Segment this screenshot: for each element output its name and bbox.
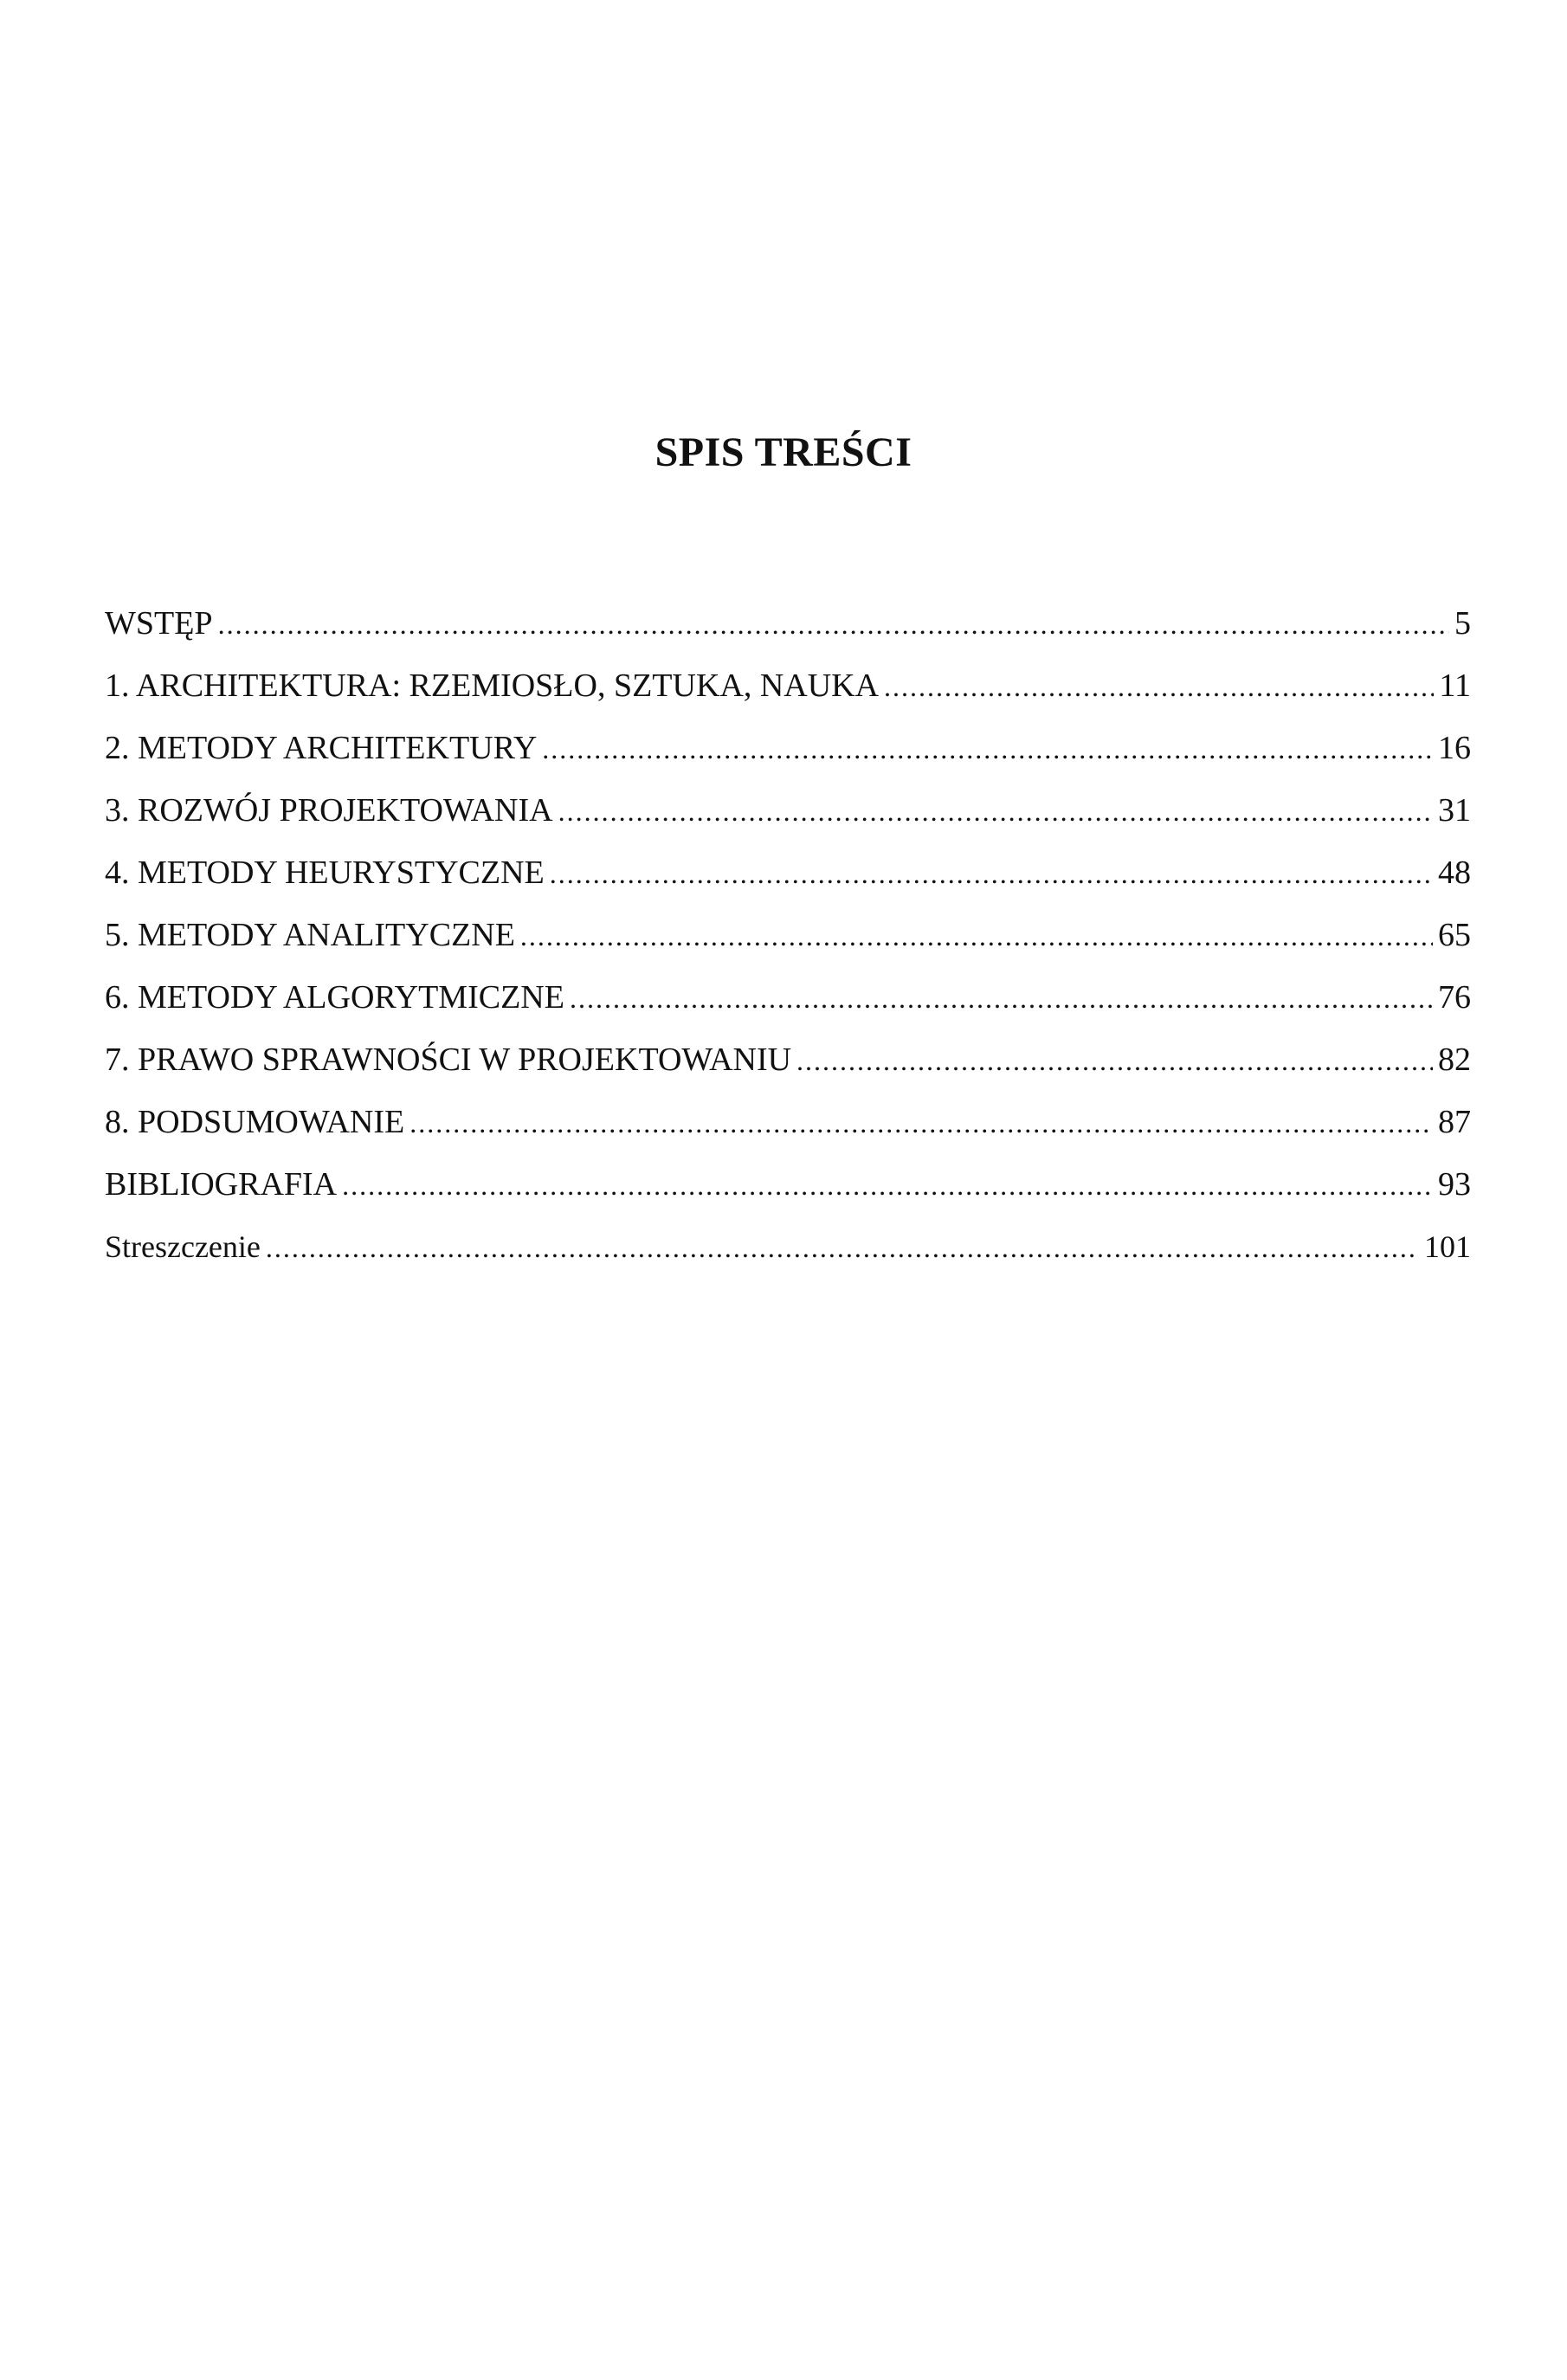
toc-entry-page: 76 — [1438, 979, 1471, 1016]
toc-entry — [105, 603, 1471, 666]
toc-entry-label: 7. PRAWO SPRAWNOŚCI W PROJEKTOWANIU — [105, 1042, 792, 1078]
toc-entry-page: 87 — [1438, 1104, 1471, 1140]
toc-entry-page: 101 — [1424, 1229, 1471, 1264]
toc-entry — [105, 977, 1471, 1040]
toc-entry — [105, 790, 1471, 853]
toc-entry-page: 31 — [1438, 792, 1471, 829]
toc-entry-page: 65 — [1438, 917, 1471, 953]
toc-entry-label: WSTĘP — [105, 605, 213, 642]
toc-entry-page: 11 — [1439, 668, 1471, 704]
toc-entry — [105, 1164, 1471, 1227]
table-of-contents — [105, 603, 1471, 1289]
toc-entry-label: Streszczenie — [105, 1229, 261, 1264]
toc-entry — [105, 728, 1471, 790]
toc-leader-dots — [342, 1165, 1433, 1205]
toc-entry-page: 16 — [1438, 730, 1471, 766]
toc-leader-dots — [570, 978, 1433, 1018]
toc-entry — [105, 853, 1471, 915]
toc-entry-label: 2. METODY ARCHITEKTURY — [105, 730, 538, 766]
toc-entry-label: BIBLIOGRAFIA — [105, 1166, 338, 1203]
toc-entry — [105, 666, 1471, 728]
toc-entry-label: 3. ROZWÓJ PROJEKTOWANIA — [105, 792, 553, 829]
toc-entry — [105, 1102, 1471, 1164]
toc-leader-dots — [520, 916, 1433, 956]
toc-entry-label: 6. METODY ALGORYTMICZNE — [105, 979, 564, 1016]
toc-entry-label: 4. METODY HEURYSTYCZNE — [105, 855, 545, 891]
toc-entry-label: 1. ARCHITEKTURA: RZEMIOSŁO, SZTUKA, NAUKA — [105, 668, 880, 704]
toc-leader-dots — [218, 604, 1449, 644]
toc-leader-dots — [796, 1041, 1433, 1080]
toc-entry-page: 82 — [1438, 1042, 1471, 1078]
toc-entry-label: 8. PODSUMOWANIE — [105, 1104, 405, 1140]
toc-entry-page: 48 — [1438, 855, 1471, 891]
toc-entry — [105, 915, 1471, 977]
toc-leader-dots — [550, 854, 1433, 893]
toc-entry-page: 93 — [1438, 1166, 1471, 1203]
toc-leader-dots — [884, 667, 1434, 706]
toc-entry — [105, 1227, 1471, 1289]
page-title: SPIS TREŚCI — [655, 429, 912, 475]
toc-leader-dots — [558, 791, 1433, 831]
toc-leader-dots — [409, 1103, 1433, 1143]
toc-entry-label: 5. METODY ANALITYCZNE — [105, 917, 515, 953]
toc-entry — [105, 1040, 1471, 1102]
toc-entry-page: 5 — [1454, 605, 1471, 642]
toc-leader-dots — [542, 729, 1433, 769]
toc-leader-dots — [266, 1228, 1419, 1267]
